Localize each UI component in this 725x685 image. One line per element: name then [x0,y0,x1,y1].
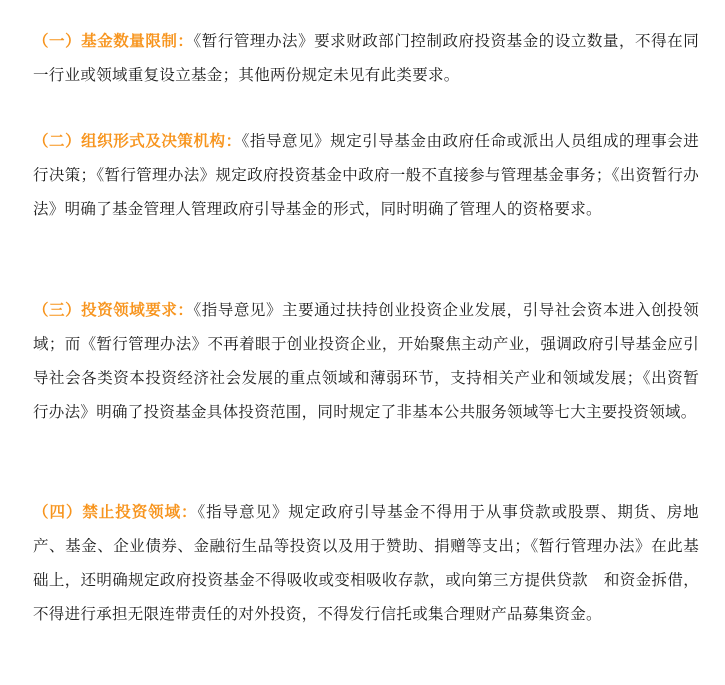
section-text: 《指导意见》主要通过扶持创业投资企业发展，引导社会资本进入创投领域；而《暂行管理办法》不再着眼于创业投资企业，开始聚焦主动产业，强调政府引导基金应引导社会各类资本投资经济社会发展的重点领域和薄弱环节，支持相关产业和领域发展；《出资暂行办法》明确了投资基金具体投资范围，同时规定了非基本公共服务领域等七大主要投资领域。 [33,301,699,421]
section-quantity-limit [33,24,699,92]
section-organization-form [33,124,699,226]
section-heading: （三）投资领域要求： [33,301,194,319]
section-heading: （四）禁止投资领域： [33,503,198,521]
section-investment-areas [33,293,699,429]
section-text: 《暂行管理办法》要求财政部门控制政府投资基金的设立数量，不得在同一行业或领域重复设立基金；其他两份规定未见有此类要求。 [33,32,699,84]
section-heading: （一）基金数量限制： [33,32,194,50]
section-heading: （二）组织形式及决策机构： [33,132,242,150]
section-text: 《指导意见》规定政府引导基金不得用于从事贷款或股票、期货、房地产、基金、企业债券、金融衍生品等投资以及用于赞助、捐赠等支出；《暂行管理办法》在此基础上，还明确规定政府投资基金不得吸收或变相吸收存款，或向第三方提供贷款 和资金拆借，不得进行承担无限连带责任的对外投资，不得发行信托或集合理财产品募集资金。 [33,503,699,623]
section-text: 《指导意见》规定引导基金由政府任命或派出人员组成的理事会进行决策；《暂行管理办法》规定政府投资基金中政府一般不直接参与管理基金事务；《出资暂行办法》明确了基金管理人管理政府引导基金的形式，同时明确了管理人的资格要求。 [33,132,700,218]
section-prohibited-areas [33,495,699,631]
